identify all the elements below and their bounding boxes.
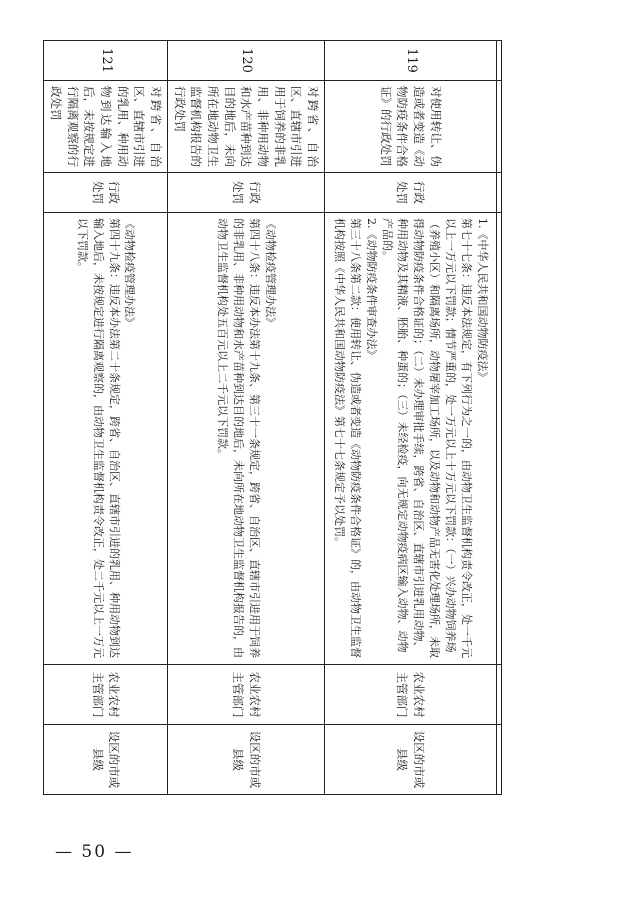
enforcement-level: 设区的市或县级 [325, 725, 497, 795]
row-number: 120 [167, 41, 324, 81]
legal-basis [325, 213, 497, 665]
item-name: 对跨省、自治区、直辖市引进用于饲养的非乳用、非种用动物和水产苗种到达目的地后，未向所在地动物卫生监督机构报告的行政处罚 [167, 81, 324, 173]
responsible-department: 农业农村主管部门 [325, 665, 497, 725]
item-category: 行政处罚 [44, 173, 168, 213]
rotated-page-content [48, 40, 502, 794]
basis-line: 第四十八条：违反本办法第十九条、第三十一条规定，跨省、自治区、直辖市引进用于饲养的非乳用、非种用动物和水产苗种到达目的地后，未向所在地动物卫生监督机构报告的，由动物卫生监督机构处五百元以上二千元以下罚款。 [216, 218, 261, 658]
item-category: 行政处罚 [325, 173, 497, 213]
legal-basis [167, 213, 324, 665]
administrative-penalty-table [43, 40, 502, 795]
table-row [167, 41, 324, 795]
basis-line: 第四十九条：违反本办法第二十条规定，跨省、自治区、直辖市引进的乳用、种用动物到达输入地后，未按规定进行隔离观察的，由动物卫生监督机构责令改正，处二千元以上一万元以下罚款。 [75, 218, 121, 658]
basis-line: 2.《动物防疫条件审查办法》 [364, 218, 378, 361]
basis-line: 《动物检疫管理办法》 [123, 218, 137, 328]
row-number: 119 [325, 41, 497, 81]
basis-line: 《动物检疫管理办法》 [263, 218, 277, 328]
basis-line: 第三十八条第二款：使用转让、伪造或者变造《动物防疫条件合格证》的，由动物卫生监督机构按照《中华人民共和国动物防疫法》第七十七条规定予以处罚。 [332, 218, 362, 658]
item-name: 对使用转让、伪造或者变造《动物防疫条件合格证》的行政处罚 [325, 81, 497, 173]
responsible-department: 农业农村主管部门 [44, 665, 168, 725]
enforcement-level: 设区的市或县级 [167, 725, 324, 795]
item-category: 行政处罚 [167, 173, 324, 213]
basis-line: 第七十七条：违反本法规定，有下列行为之一的，由动物卫生监督机构责令改正，处一千元以上一万元以下罚款；情节严重的，处一万元以上十万元以下罚款：（一）兴办动物饲养场（养殖小区）和隔离场所，动物屠宰加工场所，以及动物和动物产品无害化处理场所，未取得动物防疫条件合格证的；（二）未办理审批手续，跨省、自治区、直辖市引进乳用动物、种用动物及其精液、胚胎、种蛋的；（三）未经检疫，向无规定动物疫病区输入动物、动物产品的。 [380, 218, 474, 658]
table-row [44, 41, 168, 795]
table-header-stub [497, 41, 502, 795]
legal-basis [44, 213, 168, 665]
item-name: 对跨省、自治区、直辖市引进的乳用、种用动物到达输入地后，未按规定进行隔离观察的行政处罚 [44, 81, 168, 173]
enforcement-level: 设区的市或县级 [44, 725, 168, 795]
row-number: 121 [44, 41, 168, 81]
basis-line: 1.《中华人民共和国动物防疫法》 [476, 218, 490, 383]
page-number: — 50 — [55, 842, 134, 862]
table-row [325, 41, 497, 795]
responsible-department: 农业农村主管部门 [167, 665, 324, 725]
